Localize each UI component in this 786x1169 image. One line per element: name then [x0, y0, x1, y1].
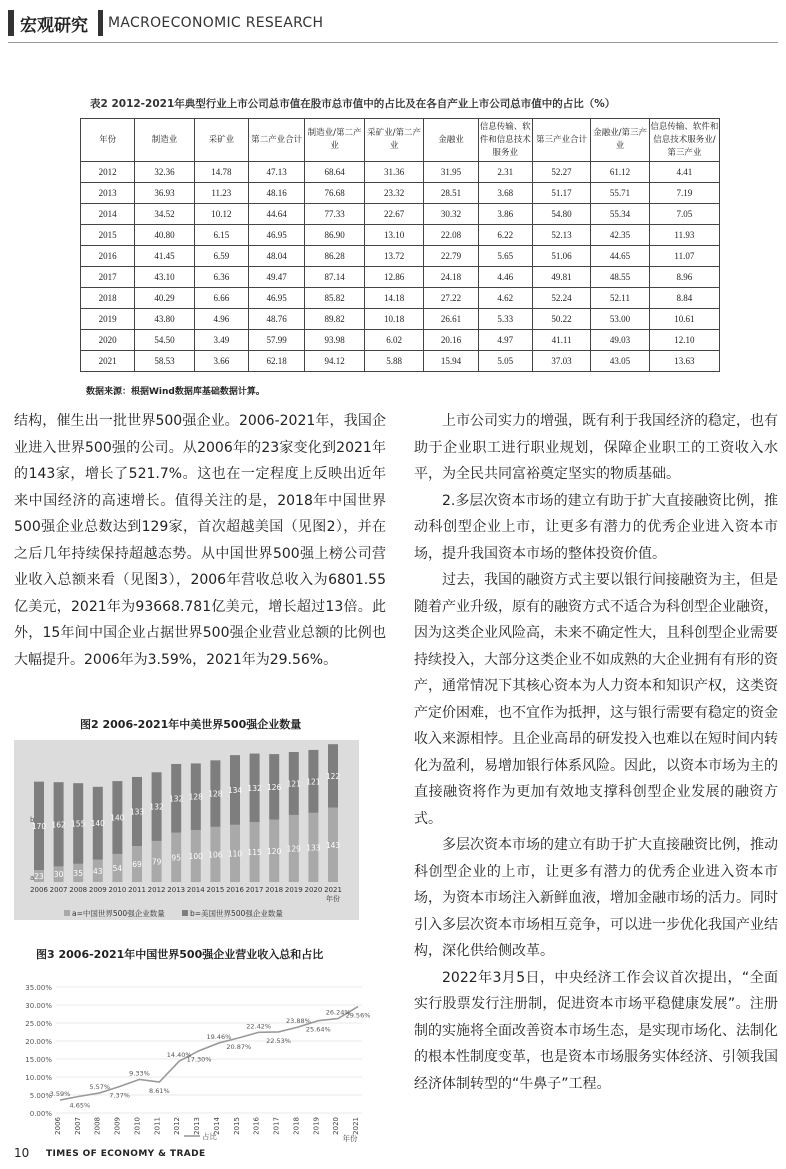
- bar-label-china: 100: [188, 852, 203, 861]
- table2-cell: 14.78: [194, 162, 248, 183]
- table2-cell: 2020: [81, 330, 135, 351]
- table2-cell: 23.32: [364, 183, 424, 204]
- bar-label-usa: 155: [71, 819, 86, 829]
- table2-row: [81, 204, 720, 225]
- figure3-chart: [14, 980, 370, 1145]
- table2-row: [81, 183, 720, 204]
- y-tick-label: 20.00%: [25, 1038, 52, 1046]
- table2-cell: 2021: [81, 351, 135, 372]
- table2-header-cell: 信息传输、软件和信息技术服务业/第三产业: [649, 119, 719, 162]
- right-paragraph: 多层次资本市场的建立有助于扩大直接融资比例，推动科创型企业的上市，让更多有潜力的优秀企业进入资本市场，为资本市场注入新鲜血液，增加金融市场的活力。同时引入多层次资本市场相互竞争，可以进一步优化我国产业结构，深化供给侧改革。: [414, 837, 778, 959]
- table2-cell: 58.53: [135, 351, 195, 372]
- y-tick-label: 0.00%: [29, 1110, 52, 1118]
- x-tick-label: 2018: [265, 886, 284, 894]
- table2-cell: 12.86: [364, 267, 424, 288]
- bar-label-usa: 126: [267, 782, 282, 792]
- table2-cell: 2019: [81, 309, 135, 330]
- table2-cell: 2018: [81, 288, 135, 309]
- table2-row: [81, 225, 720, 246]
- table2-cell: 4.46: [478, 267, 532, 288]
- right-paragraph: 2022年3月5日，中央经济工作会议首次提出，“全面实行股票发行注册制，促进资本市场平稳健康发展”。注册制的实施将全面改善资本市场生态，是实现市场化、法制化的根本性制度变革，也是资本市场服务实体经济、引领我国经济体制转型的“牛鼻子”工程。: [414, 969, 778, 1092]
- table2-cell: 48.04: [248, 246, 304, 267]
- table2-cell: 3.66: [194, 351, 248, 372]
- x-tick-label: 2013: [167, 886, 186, 894]
- table2-cell: 50.22: [532, 309, 590, 330]
- x-tick-label: 2010: [133, 1117, 142, 1135]
- table2-cell: 36.93: [135, 183, 195, 204]
- table2-cell: 54.50: [135, 330, 195, 351]
- magazine-name: TIMES OF ECONOMY & TRADE: [46, 1149, 206, 1159]
- header-divider: [98, 10, 103, 36]
- bar-label-usa: 121: [306, 777, 321, 787]
- table2-cell: 52.13: [532, 225, 590, 246]
- table2-row: [81, 162, 720, 183]
- table2-cell: 76.68: [305, 183, 365, 204]
- x-tick-label: 2011: [128, 886, 146, 894]
- table2-cell: 5.05: [478, 351, 532, 372]
- table2-cell: 30.32: [424, 204, 478, 225]
- table2-cell: 55.71: [591, 183, 649, 204]
- bar-label-china: 129: [286, 844, 301, 854]
- table2-cell: 28.51: [424, 183, 478, 204]
- table2-cell: 6.15: [194, 225, 248, 246]
- x-tick-label: 2016: [226, 886, 244, 894]
- table2-header-cell: 制造业/第二产业: [305, 119, 365, 162]
- table2-header-cell: 采矿业: [194, 119, 248, 162]
- x-tick-label: 2007: [73, 1117, 82, 1135]
- table2-cell: 6.02: [364, 330, 424, 351]
- table2-header-cell: 金融业: [424, 119, 478, 162]
- right-column: [414, 408, 778, 1097]
- x-tick-label: 2008: [93, 1117, 102, 1135]
- table2-cell: 34.52: [135, 204, 195, 225]
- table2-cell: 6.59: [194, 246, 248, 267]
- data-label: 23.88%: [286, 1017, 311, 1026]
- x-tick-label: 2009: [113, 1117, 122, 1135]
- bar-label-china: 95: [171, 853, 181, 863]
- x-tick-label: 2006: [54, 1117, 62, 1135]
- table2-cell: 77.33: [305, 204, 365, 225]
- table2-cell: 40.29: [135, 288, 195, 309]
- table2-cell: 49.81: [532, 267, 590, 288]
- table2-cell: 62.18: [248, 351, 304, 372]
- table2-row: [81, 351, 720, 372]
- table2-cell: 5.65: [478, 246, 532, 267]
- table2-cell: 13.72: [364, 246, 424, 267]
- data-label: 25.64%: [305, 1025, 331, 1034]
- table2-row: [81, 309, 720, 330]
- figure3-title: 图3 2006-2021年中国世界500强企业营业收入总和占比: [36, 948, 324, 961]
- x-tick-label: 2011: [153, 1117, 162, 1135]
- x-tick-label: 2018: [292, 1117, 301, 1135]
- left-paragraph: 结构，催生出一批世界500强企业。2006-2021年，我国企业进入世界500强的公司。从2006年的23家变化到2021年的143家，增长了521.7%。这也在一定程度上反映出近年来中国经济的高速增长。值得关注的是，2018年中国世界500强企业总数达到129家，首次超越美国（见图2），并在之后几年持续保持超越态势。从中国世界500强上榜公司营业收入总额来看（见图3），2006年营收总收入为6801.55亿美元，2021年为93668.781亿美元，增长超过13倍。此外，15年间中国企业占据世界500强企业营业总额的比例也大幅提升。2006年为3.59%，2021年为29.56%。: [14, 413, 386, 668]
- data-label: 19.46%: [206, 1032, 232, 1041]
- x-tick-label: 2013: [193, 1117, 202, 1135]
- bar-label-usa: 122: [325, 771, 341, 781]
- table2-cell: 2015: [81, 225, 135, 246]
- bar-label-usa: 132: [149, 802, 164, 812]
- data-label: 26.24%: [325, 1008, 351, 1017]
- bar-label-china: 69: [132, 860, 142, 870]
- table2-cell: 61.12: [591, 162, 649, 183]
- table2-cell: 93.98: [305, 330, 365, 351]
- table2-cell: 31.95: [424, 162, 478, 183]
- table2-cell: 2017: [81, 267, 135, 288]
- table2-cell: 24.18: [424, 267, 478, 288]
- table2-cell: 57.99: [248, 330, 304, 351]
- bar-label-china: 30: [53, 870, 64, 880]
- table2-cell: 7.19: [649, 183, 719, 204]
- table2-cell: 42.35: [591, 225, 649, 246]
- table2-cell: 43.05: [591, 351, 649, 372]
- table2-cell: 13.10: [364, 225, 424, 246]
- page-header: [0, 0, 786, 46]
- table2-source: 数据来源：根据Wind数据库基础数据计算。: [86, 387, 265, 397]
- x-tick-label: 2016: [252, 1117, 261, 1135]
- table2-cell: 10.18: [364, 309, 424, 330]
- table2-cell: 86.90: [305, 225, 365, 246]
- table2-cell: 43.10: [135, 267, 195, 288]
- table2-cell: 89.82: [305, 309, 365, 330]
- legend-swatch-b: [182, 910, 188, 916]
- x-tick-label: 2017: [272, 1117, 281, 1135]
- table2-cell: 2013: [81, 183, 135, 204]
- y-tick-label: 25.00%: [25, 1020, 52, 1028]
- table2-header-row: [81, 119, 720, 162]
- right-paragraph: 上市公司实力的增强，既有利于我国经济的稳定，也有助于企业职工进行职业规划，保障企业职工的工资收入水平，为全民共同富裕奠定坚实的物质基础。: [414, 413, 778, 482]
- data-label: 14.40%: [166, 1051, 192, 1060]
- bar-label-usa: 170: [31, 821, 47, 831]
- table2-cell: 8.96: [649, 267, 719, 288]
- table2-cell: 49.47: [248, 267, 304, 288]
- left-column: [14, 408, 386, 673]
- table2-header-cell: 采矿业/第二产业: [364, 119, 424, 162]
- table2-header-cell: 第三产业合计: [532, 119, 590, 162]
- table2-cell: 68.64: [305, 162, 365, 183]
- table2-cell: 43.80: [135, 309, 195, 330]
- bar-label-usa: 132: [169, 794, 184, 804]
- table2-cell: 2014: [81, 204, 135, 225]
- data-label: 29.56%: [345, 1011, 370, 1020]
- table2-header-cell: 第二产业合计: [248, 119, 304, 162]
- table2-body: [81, 162, 720, 372]
- table2-cell: 22.79: [424, 246, 478, 267]
- data-label: 9.33%: [129, 1069, 150, 1078]
- table2-cell: 20.16: [424, 330, 478, 351]
- table2-cell: 87.14: [305, 267, 365, 288]
- x-axis-label: 年份: [326, 895, 340, 903]
- data-label: 3.59%: [49, 1090, 71, 1099]
- table2-cell: 6.22: [478, 225, 532, 246]
- table2-row: [81, 246, 720, 267]
- bar-label-usa: 128: [188, 792, 203, 802]
- y-tick-label: 10.00%: [25, 1074, 52, 1082]
- y-tick-label: 30.00%: [25, 1002, 52, 1010]
- legend-label: 占比: [202, 1132, 217, 1141]
- bar-label-china: 106: [208, 850, 223, 860]
- bar-label-usa: 132: [247, 783, 262, 793]
- table2-cell: 4.41: [649, 162, 719, 183]
- data-label: 22.42%: [246, 1022, 272, 1031]
- table2-cell: 26.61: [424, 309, 478, 330]
- bar-label-china: 120: [267, 846, 282, 856]
- table2-cell: 54.80: [532, 204, 590, 225]
- x-tick-label: 2009: [88, 886, 107, 894]
- x-tick-label: 2015: [206, 886, 225, 894]
- x-tick-label: 2019: [312, 1117, 321, 1135]
- table2-cell: 48.76: [248, 309, 304, 330]
- table2-cell: 47.13: [248, 162, 304, 183]
- bar-label-china: 54: [112, 863, 123, 873]
- table2-cell: 49.03: [591, 330, 649, 351]
- table2-cell: 10.12: [194, 204, 248, 225]
- x-tick-label: 2020: [304, 886, 323, 894]
- table2-cell: 32.36: [135, 162, 195, 183]
- table2-cell: 46.95: [248, 288, 304, 309]
- x-tick-label: 2021: [324, 886, 342, 894]
- x-tick-label: 2008: [69, 886, 88, 894]
- table2-row: [81, 288, 720, 309]
- data-label: 4.65%: [69, 1101, 91, 1110]
- y-tick-label: 15.00%: [25, 1056, 52, 1064]
- bar-label-usa: 134: [227, 785, 243, 795]
- figure2-title: 图2 2006-2021年中美世界500强企业数量: [80, 718, 302, 731]
- table2-cell: 52.27: [532, 162, 590, 183]
- bar-label-usa: 162: [51, 820, 66, 830]
- bar-label-usa: 140: [110, 813, 125, 823]
- table2-cell: 52.11: [591, 288, 649, 309]
- table2-cell: 3.68: [478, 183, 532, 204]
- legend-swatch-a: [64, 910, 70, 916]
- table2-cell: 3.86: [478, 204, 532, 225]
- legend-label-b: b=美国世界500强企业数量: [190, 909, 283, 918]
- figure2-chart: [14, 740, 359, 920]
- x-tick-label: 2014: [212, 1117, 221, 1135]
- table2-cell: 2.31: [478, 162, 532, 183]
- data-label: 17.30%: [186, 1055, 212, 1064]
- data-label: 22.53%: [266, 1036, 291, 1045]
- table2-cell: 4.62: [478, 288, 532, 309]
- table2-cell: 46.95: [248, 225, 304, 246]
- table2-cell: 44.64: [248, 204, 304, 225]
- x-tick-label: 2010: [108, 886, 127, 894]
- data-label: 7.37%: [109, 1091, 130, 1100]
- bar-label-usa: 133: [129, 807, 145, 817]
- table2-cell: 11.07: [649, 246, 719, 267]
- x-tick-label: 2007: [49, 886, 68, 894]
- table2-cell: 5.88: [364, 351, 424, 372]
- table2-cell: 4.96: [194, 309, 248, 330]
- x-tick-label: 2019: [284, 886, 303, 894]
- table2-cell: 41.45: [135, 246, 195, 267]
- table2-cell: 86.28: [305, 246, 365, 267]
- table2-cell: 3.49: [194, 330, 248, 351]
- data-label: 8.61%: [149, 1087, 170, 1096]
- table2-cell: 15.94: [424, 351, 478, 372]
- y-tick-label: 35.00%: [25, 984, 52, 992]
- table2-cell: 6.66: [194, 288, 248, 309]
- x-tick-label: 2014: [186, 886, 205, 894]
- table2-row: [81, 330, 720, 351]
- bar-label-china: 133: [306, 843, 321, 853]
- table2-cell: 55.34: [591, 204, 649, 225]
- table2-cell: 4.97: [478, 330, 532, 351]
- x-tick-label: 2012: [147, 886, 166, 894]
- table2-cell: 2016: [81, 246, 135, 267]
- table2-cell: 53.00: [591, 309, 649, 330]
- table2-header-cell: 年份: [81, 119, 135, 162]
- data-label: 20.87%: [226, 1042, 252, 1051]
- table2-cell: 48.16: [248, 183, 304, 204]
- table2-cell: 13.63: [649, 351, 719, 372]
- table2-cell: 44.65: [591, 246, 649, 267]
- bar-label-china: 79: [151, 857, 162, 867]
- x-tick-label: 2017: [245, 886, 264, 894]
- x-tick-label: 2012: [173, 1117, 182, 1135]
- table2-cell: 14.18: [364, 288, 424, 309]
- table2-cell: 10.61: [649, 309, 719, 330]
- section-title-en: MACROECONOMIC RESEARCH: [108, 15, 324, 31]
- bar-label-usa: 140: [90, 819, 105, 829]
- table2-cell: 41.11: [532, 330, 590, 351]
- table2-cell: 12.10: [649, 330, 719, 351]
- bar-label-china: 110: [227, 849, 243, 859]
- header-bar: [8, 10, 14, 36]
- bar-label-china: 35: [73, 868, 83, 878]
- table2-cell: 51.17: [532, 183, 590, 204]
- table2-cell: 27.22: [424, 288, 478, 309]
- bar-label-china: 115: [247, 848, 262, 858]
- table2-cell: 6.36: [194, 267, 248, 288]
- axis-mark-a: a: [30, 874, 35, 882]
- bar-label-china: 143: [325, 840, 341, 850]
- table2-cell: 11.93: [649, 225, 719, 246]
- x-tick-label: 2015: [232, 1117, 241, 1135]
- right-paragraph: 过去，我国的融资方式主要以银行间接融资为主，但是随着产业升级，原有的融资方式不适合为科创型企业融资，因为这类企业风险高，未来不确定性大，且科创型企业需要持续投入，大部分这类企业不如成熟的大企业拥有有形的资产，通常情况下其核心资本为人力资本和知识产权，这类资产定价困难，也不宜作为抵押，这与银行需要有稳定的资金收入来源相悖。且企业高昂的研发投入也难以在短时间内转化为盈利，易增加银行体系风险。因此，以资本市场为主的直接融资将作为更加有效地支撑科创型企业发展的融资方式。: [414, 572, 778, 827]
- table2-cell: 48.55: [591, 267, 649, 288]
- table2-cell: 5.33: [478, 309, 532, 330]
- table2-cell: 2012: [81, 162, 135, 183]
- table2-header-cell: 制造业: [135, 119, 195, 162]
- table2-header-cell: 信息传输、软件和信息技术服务业: [478, 119, 532, 162]
- table2: [80, 118, 720, 372]
- x-axis-label: 年份: [342, 1134, 358, 1143]
- table2-cell: 37.03: [532, 351, 590, 372]
- table2-cell: 51.06: [532, 246, 590, 267]
- table2-cell: 7.05: [649, 204, 719, 225]
- table2-cell: 22.08: [424, 225, 478, 246]
- x-tick-label: 2020: [332, 1117, 341, 1135]
- table2-cell: 52.24: [532, 288, 590, 309]
- table2-cell: 8.84: [649, 288, 719, 309]
- bar-label-usa: 128: [208, 789, 223, 799]
- table2-cell: 11.23: [194, 183, 248, 204]
- right-paragraph: 2.多层次资本市场的建立有助于扩大直接融资比例，推动科创型企业上市，让更多有潜力的优秀企业进入资本市场，提升我国资本市场的整体投资价值。: [414, 492, 778, 562]
- bar-label-china: 43: [93, 866, 103, 876]
- axis-mark-b: b: [30, 816, 35, 824]
- table2-header-cell: 金融业/第三产业: [591, 119, 649, 162]
- table2-row: [81, 267, 720, 288]
- section-title-cn: 宏观研究: [20, 16, 88, 36]
- table2-cell: 40.80: [135, 225, 195, 246]
- page-number: 10: [14, 1146, 30, 1160]
- y-tick-label: 5.00%: [29, 1092, 52, 1100]
- table2-cell: 22.67: [364, 204, 424, 225]
- x-tick-label: 2006: [30, 886, 48, 894]
- data-label: 5.57%: [89, 1082, 111, 1091]
- table2-title: 表2 2012-2021年典型行业上市公司总市值在股市总市值中的占比及在各自产业上市公司总市值中的占比（%）: [90, 98, 616, 110]
- table2-cell: 85.82: [305, 288, 365, 309]
- header-rule: [8, 42, 778, 43]
- x-tick-label: 2021: [352, 1117, 360, 1135]
- table2-cell: 94.12: [305, 351, 365, 372]
- table2-cell: 31.36: [364, 162, 424, 183]
- legend-label-a: a=中国世界500强企业数量: [72, 909, 165, 918]
- bar-label-usa: 121: [286, 779, 301, 789]
- bar-label-china: 23: [34, 872, 44, 882]
